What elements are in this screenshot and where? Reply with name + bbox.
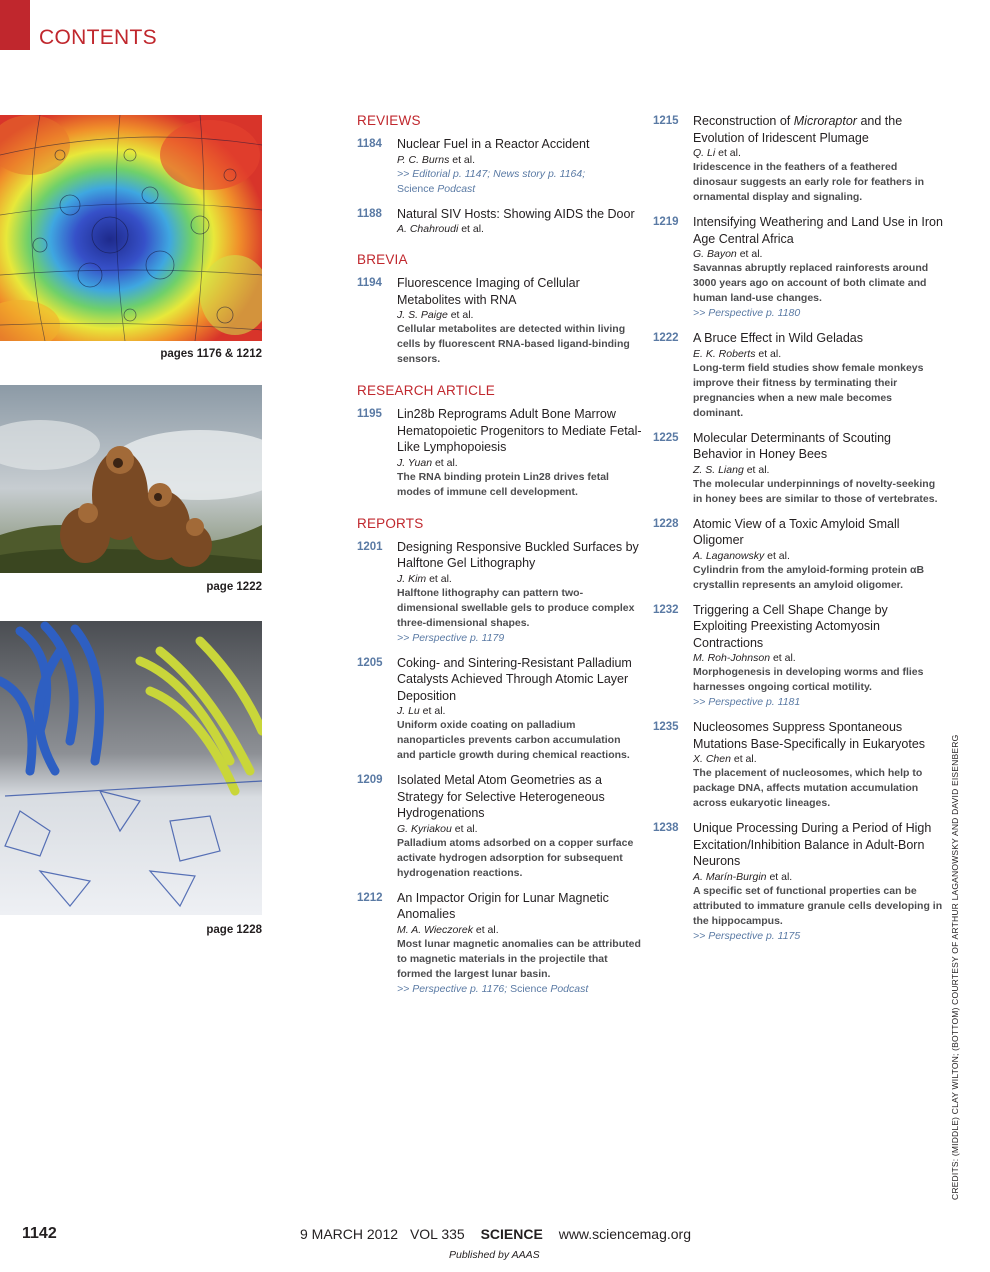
page-number: 1215 <box>653 115 679 127</box>
article-summary: Savannas abruptly replaced rainforests around 3000 years ago on account of both climate and human land-use changes. <box>693 262 929 304</box>
figure-caption-lunar: pages 1176 & 1212 <box>160 348 262 360</box>
article-summary: Cylindrin from the amyloid-forming protein αB crystallin represents an amyloid oligomer. <box>693 563 925 591</box>
related-links[interactable]: >> Perspective p. 1175 <box>693 929 801 942</box>
related-links[interactable]: >> Perspective p. 1181 <box>693 696 801 708</box>
article-authors: J. Kim et al. <box>397 572 452 585</box>
toc-entry[interactable] <box>653 430 943 507</box>
footer-info <box>300 1226 691 1242</box>
article-authors: Z. S. Liang et al. <box>693 463 770 476</box>
toc-entry[interactable] <box>653 719 943 811</box>
article-title[interactable]: Nuclear Fuel in a Reactor Accident <box>397 137 590 151</box>
toc-entry[interactable] <box>357 539 642 646</box>
article-authors: J. Yuan et al. <box>397 456 458 469</box>
article-authors: A. Chahroudi et al. <box>397 223 484 235</box>
toc-entry[interactable] <box>653 820 943 944</box>
toc-column-2 <box>653 113 943 953</box>
page-number: 1225 <box>653 431 679 444</box>
section-reports <box>357 516 642 997</box>
section-research-article <box>357 383 642 500</box>
page-number: 1195 <box>357 408 382 420</box>
article-authors: Q. Li et al. <box>693 147 741 159</box>
page-number: 1232 <box>653 603 679 616</box>
article-authors: E. K. Roberts et al. <box>693 347 782 360</box>
article-summary: A specific set of functional properties can be attributed to immature granule cells developing in the hippocampus. <box>693 884 943 927</box>
toc-entry[interactable] <box>653 214 943 321</box>
lunar-map-image <box>0 115 262 341</box>
article-title[interactable]: Intensifying Weathering and Land Use in Iron Age Central Africa <box>693 215 943 246</box>
page-number: 1219 <box>653 216 679 228</box>
article-title[interactable]: Nucleosomes Suppress Spontaneous Mutations Base-Specifically in Eukaryotes <box>693 720 926 751</box>
article-summary: Most lunar magnetic anomalies can be attributed to magnetic materials in the projectile that formed the largest lunar basin. <box>397 937 641 980</box>
section-heading: REPORTS <box>357 515 424 531</box>
section-color-tab <box>0 0 30 50</box>
issue-date: 9 MARCH 2012 <box>300 1226 399 1242</box>
toc-entry[interactable] <box>357 655 642 764</box>
article-title[interactable]: Unique Processing During a Period of High Excitation/Inhibition Balance in Adult-Born Neurons <box>693 821 932 868</box>
article-authors: P. C. Burns et al. <box>397 153 476 166</box>
article-title[interactable]: Isolated Metal Atom Geometries as a Strategy for Selective Heterogeneous Hydrogenations <box>397 773 605 820</box>
article-title[interactable]: Coking- and Sintering-Resistant Palladium Catalysts Achieved Through Atomic Layer Deposition <box>397 655 632 703</box>
publisher-line: Published by AAAS <box>449 1249 540 1261</box>
geladas-photo <box>0 385 262 573</box>
toc-entry[interactable] <box>653 113 943 205</box>
article-title[interactable]: A Bruce Effect in Wild Geladas <box>693 331 863 345</box>
toc-entry[interactable] <box>357 275 642 367</box>
section-heading: REVIEWS <box>357 113 421 128</box>
related-links[interactable]: >> Perspective p. 1176; Science Podcast <box>397 982 589 995</box>
journal-name: SCIENCE <box>480 1226 543 1242</box>
article-title[interactable]: Fluorescence Imaging of Cellular Metabolites with RNA <box>397 276 580 307</box>
page-number: 1222 <box>653 332 679 344</box>
article-title[interactable]: Atomic View of a Toxic Amyloid Small Oligomer <box>693 516 900 547</box>
article-summary: The molecular underpinnings of novelty-seeking in honey bees are similar to those of vertebrates. <box>693 477 938 505</box>
page-number: 1238 <box>653 822 679 834</box>
toc-entry[interactable] <box>357 772 642 881</box>
page-number: 1212 <box>357 891 383 904</box>
page-folio: 1142 <box>22 1225 57 1242</box>
page-number: 1205 <box>357 656 383 669</box>
article-authors: X. Chen et al. <box>693 753 757 765</box>
page-number: 1209 <box>357 774 383 786</box>
toc-entry[interactable] <box>653 516 943 593</box>
article-title[interactable]: Molecular Determinants of Scouting Behavior in Honey Bees <box>693 430 892 461</box>
article-authors: G. Bayon et al. <box>693 248 763 260</box>
toc-entry[interactable] <box>357 406 642 500</box>
volume-number: VOL 335 <box>409 1226 465 1242</box>
toc-entry[interactable] <box>357 136 642 197</box>
article-authors: M. A. Wieczorek et al. <box>397 923 499 936</box>
article-summary: Morphogenesis in developing worms and flies harnesses ongoing cortical motility. <box>693 666 924 693</box>
related-links[interactable]: >> Editorial p. 1147; News story p. 1164; Science Podcast <box>397 167 586 195</box>
article-title[interactable]: An Impactor Origin for Lunar Magnetic Anomalies <box>397 890 609 921</box>
section-reviews <box>357 113 642 236</box>
article-authors: J. S. Paige et al. <box>397 309 474 321</box>
related-links[interactable]: >> Perspective p. 1179 <box>397 631 505 644</box>
section-heading: RESEARCH ARTICLE <box>357 383 495 398</box>
article-title[interactable]: Lin28b Reprograms Adult Bone Marrow Hematopoietic Progenitors to Mediate Fetal-Like Lymphopoiesis <box>397 407 642 454</box>
article-summary: Cellular metabolites are detected within living cells by fluorescent RNA-based ligand-binding sensors. <box>397 323 630 365</box>
page-title: CONTENTS <box>39 26 157 49</box>
page-number: 1184 <box>357 138 382 150</box>
toc-entry[interactable] <box>653 330 943 421</box>
article-authors: J. Lu et al. <box>397 705 446 717</box>
journal-url[interactable]: www.sciencemag.org <box>558 1226 691 1242</box>
article-summary: The placement of nucleosomes, which help to package DNA, affects mutation accumulation across eukaryotic lineages. <box>693 767 923 809</box>
page-number: 1201 <box>357 540 383 553</box>
figure-caption-geladas: page 1222 <box>206 581 262 593</box>
page-number: 1194 <box>357 277 382 289</box>
section-brevia <box>357 252 642 367</box>
section-heading: BREVIA <box>357 252 408 267</box>
page-number: 1228 <box>653 517 679 530</box>
figure-caption-amyloid: page 1228 <box>206 924 262 936</box>
article-authors: A. Marín-Burgin et al. <box>693 870 793 883</box>
photo-credits: CREDITS: (MIDDLE) CLAY WILTON; (BOTTOM) COURTESY OF ARTHUR LAGANOWSKY AND DAVID EISENBERG <box>950 734 960 1200</box>
toc-entry[interactable] <box>357 206 642 237</box>
toc-column-1 <box>357 113 642 1006</box>
article-title[interactable]: Natural SIV Hosts: Showing AIDS the Door <box>397 206 635 221</box>
toc-entry[interactable] <box>357 890 642 997</box>
toc-entry[interactable] <box>653 602 943 711</box>
article-summary: Halftone lithography can pattern two-dimensional swellable gels to produce complex three-dimensional shapes. <box>397 586 635 629</box>
article-title[interactable]: Designing Responsive Buckled Surfaces by Halftone Gel Lithography <box>397 539 639 570</box>
article-summary: Long-term field studies show female monkeys improve their fitness by terminating their pregnancies when a new male becomes dominant. <box>693 361 924 419</box>
page-number: 1188 <box>357 207 382 220</box>
article-authors: G. Kyriakou et al. <box>397 822 478 835</box>
article-summary: Iridescence in the feathers of a feathered dinosaur suggests an early role for feathers in ornamental display and signaling. <box>693 161 925 203</box>
amyloid-model-photo <box>0 621 262 915</box>
related-links[interactable]: >> Perspective p. 1180 <box>693 307 801 319</box>
article-authors: A. Laganowsky et al. <box>693 549 790 562</box>
article-title[interactable]: Triggering a Cell Shape Change by Exploiting Preexisting Actomyosin Contractions <box>693 602 888 650</box>
article-summary: Palladium atoms adsorbed on a copper surface activate hydrogen adsorption for subsequent hydrogenation reactions. <box>397 836 634 879</box>
page-number: 1235 <box>653 721 679 733</box>
article-authors: M. Roh-Johnson et al. <box>693 652 796 664</box>
article-summary: Uniform oxide coating on palladium nanoparticles prevents carbon accumulation and particle growth during chemical reactions. <box>397 719 630 761</box>
article-summary: The RNA binding protein Lin28 drives fetal modes of immune cell development. <box>397 470 609 498</box>
article-title[interactable]: Reconstruction of Microraptor and the Evolution of Iridescent Plumage <box>693 114 903 145</box>
